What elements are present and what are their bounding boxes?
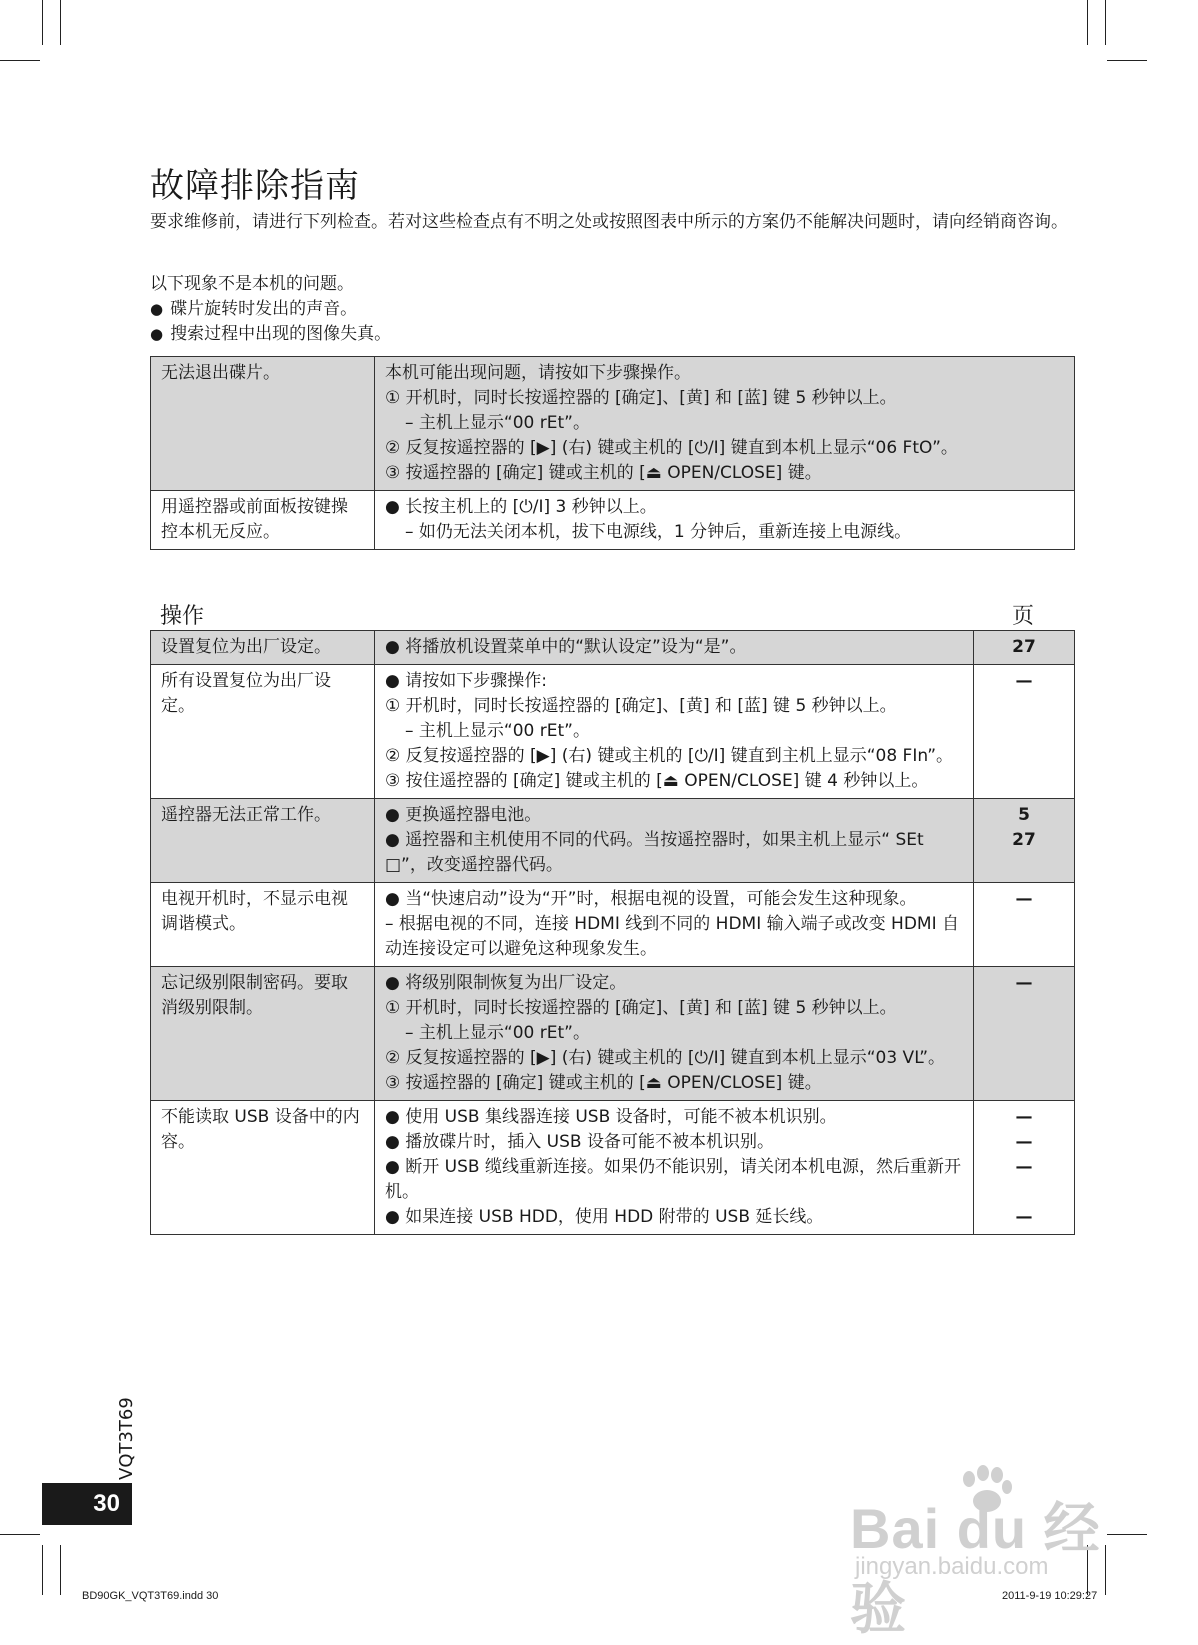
table-row: [151, 631, 1075, 665]
problem-cell: 所有设置复位为出厂设定。: [151, 665, 375, 799]
table-row: [151, 967, 1075, 1101]
watermark-brand: Bai du 经验: [850, 1497, 1101, 1640]
page-ref: —: [1015, 889, 1033, 909]
table-row: [151, 357, 1075, 491]
solution-line: ③ 按遥控器的 [确定] 键或主机的 [⏏ OPEN/CLOSE] 键。: [385, 1073, 822, 1093]
solution-line: ● 断开 USB 缆线重新连接。如果仍不能识别，请关闭本机电源，然后重新开机。: [385, 1157, 961, 1202]
crop-mark: [0, 60, 40, 61]
solution-cell: [375, 665, 974, 799]
crop-mark: [1107, 60, 1147, 61]
footer-timestamp: 2011-9-19 10:29:27: [1002, 1590, 1098, 1602]
operation-header: 操作: [160, 604, 205, 629]
crop-mark: [1105, 0, 1106, 45]
solution-cell: [375, 883, 974, 967]
solution-line: – 主机上显示“00 rEt”。: [405, 413, 590, 433]
page-ref: 27: [1012, 637, 1036, 657]
solution-cell: [375, 491, 1075, 550]
problem-cell: 无法退出碟片。: [151, 357, 375, 491]
solution-line: 本机可能出现问题，请按如下步骤操作。: [385, 363, 691, 383]
solution-line: ② 反复按遥控器的 [▶] (右) 键或主机的 [⏻/I] 键直到主机上显示“08 FIn”。: [385, 746, 954, 766]
page-header: 页: [1012, 604, 1035, 629]
solution-line: ① 开机时，同时长按遥控器的 [确定]、[黄] 和 [蓝] 键 5 秒钟以上。: [385, 998, 897, 1018]
document-id: VQT3T69: [116, 1397, 137, 1480]
watermark-url: jingyan.baidu.com: [855, 1553, 1049, 1580]
table-row: [151, 883, 1075, 967]
problem-cell: 用遥控器或前面板按键操控本机无反应。: [151, 491, 375, 550]
solution-line: ● 更换遥控器电池。: [385, 805, 542, 825]
solution-line: – 主机上显示“00 rEt”。: [405, 721, 590, 741]
solution-line: – 根据电视的不同，连接 HDMI 线到不同的 HDMI 输入端子或改变 HDMI 自动连接设定可以避免这种现象发生。: [385, 914, 959, 959]
table-row: [151, 491, 1075, 550]
problem-cell: 不能读取 USB 设备中的内容。: [151, 1101, 375, 1235]
crop-mark: [0, 1534, 40, 1535]
solution-cell: [375, 631, 974, 665]
page-number: 30: [42, 1483, 132, 1525]
notes-section: [150, 272, 391, 347]
crop-mark: [42, 0, 43, 45]
crop-mark: [60, 0, 61, 45]
page-ref: 27: [1012, 830, 1036, 850]
page-ref-cell: [974, 883, 1075, 967]
solution-line: ● 使用 USB 集线器连接 USB 设备时，可能不被本机识别。: [385, 1107, 837, 1127]
crop-mark: [42, 1545, 43, 1595]
solution-cell: [375, 967, 974, 1101]
troubleshooting-table-2: [150, 630, 1075, 1235]
solution-cell: [375, 357, 1075, 491]
table-row: [151, 665, 1075, 799]
problem-cell: 遥控器无法正常工作。: [151, 799, 375, 883]
page-ref: 5: [1018, 805, 1030, 825]
page-ref: —: [1015, 1157, 1033, 1177]
table-row: [151, 799, 1075, 883]
solution-line: – 如仍无法关闭本机，拔下电源线，1 分钟后，重新连接上电源线。: [405, 522, 912, 542]
page-ref-cell: [974, 1101, 1075, 1235]
page-ref: —: [1015, 973, 1033, 993]
crop-mark: [1087, 0, 1088, 45]
solution-line: ● 将级别限制恢复为出厂设定。: [385, 973, 627, 993]
solution-line: ② 反复按遥控器的 [▶] (右) 键或主机的 [⏻/I] 键直到本机上显示“03 VL”。: [385, 1048, 946, 1068]
solution-line: ① 开机时，同时长按遥控器的 [确定]、[黄] 和 [蓝] 键 5 秒钟以上。: [385, 696, 897, 716]
solution-cell: [375, 799, 974, 883]
solution-line: ● 长按主机上的 [⏻/I] 3 秒钟以上。: [385, 497, 657, 517]
solution-line: ● 将播放机设置菜单中的“默认设定”设为“是”。: [385, 637, 747, 657]
page-title: 故障排除指南: [150, 166, 360, 206]
solution-line: ● 播放碟片时，插入 USB 设备可能不被本机识别。: [385, 1132, 774, 1152]
solution-line: ③ 按住遥控器的 [确定] 键或主机的 [⏏ OPEN/CLOSE] 键 4 秒钟以上。: [385, 771, 929, 791]
solution-line: ● 请按如下步骤操作:: [385, 671, 547, 691]
problem-cell: 设置复位为出厂设定。: [151, 631, 375, 665]
crop-mark: [60, 1545, 61, 1595]
page-ref: [984, 1180, 1064, 1205]
page-ref-cell: [974, 967, 1075, 1101]
page-ref: —: [1015, 1207, 1033, 1227]
footer-file: BD90GK_VQT3T69.indd 30: [82, 1590, 219, 1602]
solution-line: ③ 按遥控器的 [确定] 键或主机的 [⏏ OPEN/CLOSE] 键。: [385, 463, 822, 483]
solution-line: ● 遥控器和主机使用不同的代码。当按遥控器时，如果主机上显示“ SEt □”，改变遥控器代码。: [385, 830, 924, 875]
troubleshooting-table-1: [150, 356, 1075, 550]
notes-item: ● 碟片旋转时发出的声音。: [150, 297, 391, 322]
page-ref-cell: [974, 665, 1075, 799]
page-ref: —: [1015, 1107, 1033, 1127]
solution-line: ② 反复按遥控器的 [▶] (右) 键或主机的 [⏻/I] 键直到本机上显示“06 FtO”。: [385, 438, 958, 458]
problem-cell: 电视开机时，不显示电视调谐模式。: [151, 883, 375, 967]
solution-line: ● 当“快速启动”设为“开”时，根据电视的设置，可能会发生这种现象。: [385, 889, 917, 909]
notes-heading: 以下现象不是本机的问题。: [150, 274, 354, 294]
page-ref: —: [1015, 671, 1033, 691]
solution-line: – 主机上显示“00 rEt”。: [405, 1023, 590, 1043]
solution-line: ① 开机时，同时长按遥控器的 [确定]、[黄] 和 [蓝] 键 5 秒钟以上。: [385, 388, 897, 408]
intro-text: 要求维修前，请进行下列检查。若对这些检查点有不明之处或按照图表中所示的方案仍不能解决问题时，请向经销商咨询。: [150, 212, 1068, 232]
page-ref: —: [1015, 1132, 1033, 1152]
page-ref-cell: [974, 631, 1075, 665]
page-ref-cell: [974, 799, 1075, 883]
notes-item: ● 搜索过程中出现的图像失真。: [150, 322, 391, 347]
problem-cell: 忘记级别限制密码。要取消级别限制。: [151, 967, 375, 1101]
table-row: [151, 1101, 1075, 1235]
solution-cell: [375, 1101, 974, 1235]
solution-line: ● 如果连接 USB HDD，使用 HDD 附带的 USB 延长线。: [385, 1207, 824, 1227]
